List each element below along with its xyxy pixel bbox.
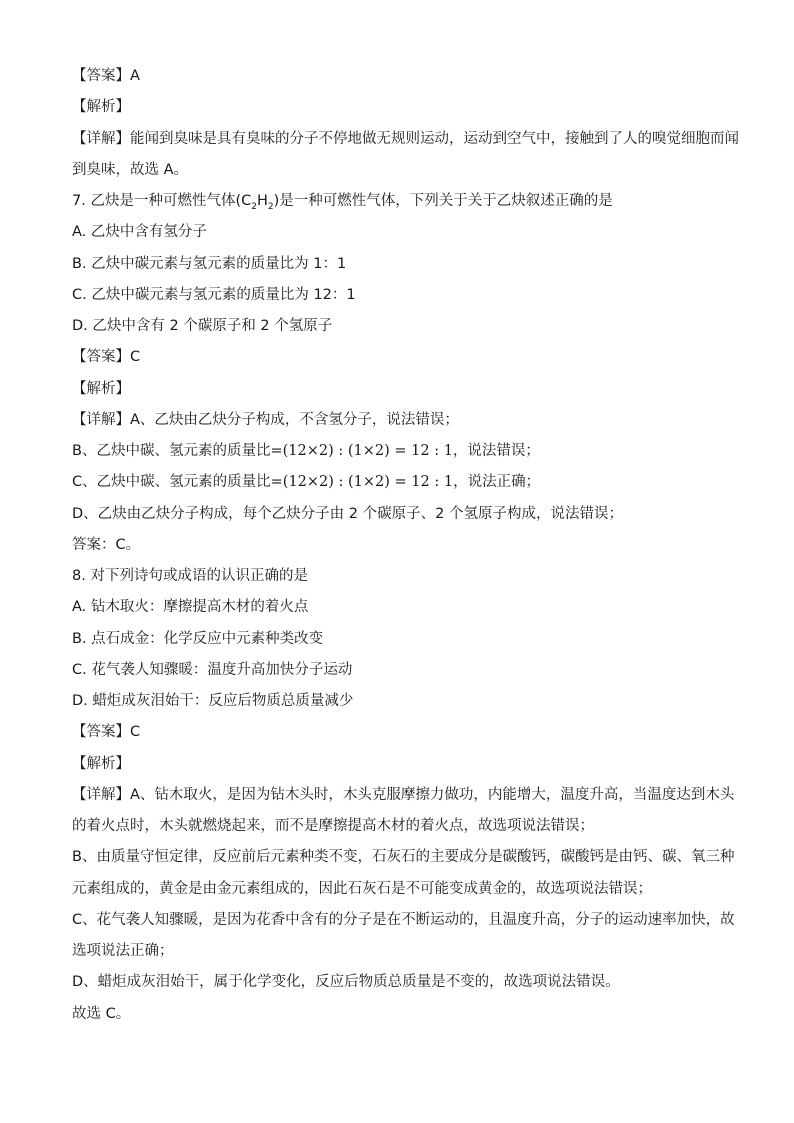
q6-analysis-label: 【解析】 (72, 99, 130, 115)
q7-option-c: C. 乙炔中碳元素与氢元素的质量比为 12：1 (72, 287, 356, 303)
q7-detail-c (72, 472, 732, 492)
q7-option-d: D. 乙炔中含有 2 个碳原子和 2 个氢原子 (72, 318, 333, 334)
q7-stem-pre: 7. 乙炔是一种可燃性气体(C (72, 193, 252, 209)
q8-detail-c-line-2: 选项说法正确； (72, 943, 174, 959)
q7-detail-a: 【详解】A、乙炔由乙炔分子构成，不含氢分子，说法错误； (72, 412, 459, 428)
q7-stem-mid: H (256, 193, 268, 209)
q8-detail-b-line-2: 元素组成的，黄金是由金元素组成的，因此石灰石是不可能变成黄金的，故选项说法错误； (72, 881, 652, 897)
q8-detail-c-line-1: C、花气袭人知骤暖，是因为花香中含有的分子是在不断运动的，且温度升高，分子的运动速率加快，故 (72, 912, 735, 928)
q8-detail-b-line-1: B、由质量守恒定律，反应前后元素种类不变，石灰石的主要成分是碳酸钙，碳酸钙是由钙、碳、氧三种 (72, 849, 735, 865)
q7-detail-c-pre: C、乙炔中碳、氢元素的质量比= (72, 474, 283, 490)
q8-detail-a-line-2: 的着火点时，木头就燃烧起来，而不是摩擦提高木材的着火点，故选项说法错误； (72, 818, 594, 834)
q7-stem-sub-2: 2 (267, 201, 274, 212)
q7-stem-post: )是一种可燃性气体，下列关于关于乙炔叙述正确的是 (273, 193, 613, 209)
q7-stem-sub-1: 2 (251, 201, 257, 212)
q8-option-a: A. 钻木取火：摩擦提高木材的着火点 (72, 599, 309, 615)
q8-option-d: D. 蜡炬成灰泪始干：反应后物质总质量减少 (72, 693, 354, 709)
q7-option-b: B. 乙炔中碳元素与氢元素的质量比为 1：1 (72, 256, 347, 272)
q6-answer-label: 【答案】A (72, 68, 140, 84)
q8-stem: 8. 对下列诗句或成语的认识正确的是 (72, 568, 308, 584)
q7-detail-b-math: (12×2) : (1×2) = 12 : 1 (282, 443, 453, 459)
q7-analysis-label: 【解析】 (72, 381, 130, 397)
q7-detail-c-math: (12×2) : (1×2) = 12 : 1 (282, 474, 454, 490)
q8-analysis-label: 【解析】 (72, 756, 130, 772)
q8-detail-a-line-1: 【详解】A、钻木取火，是因为钻木头时，木头克服摩擦力做功，内能增大，温度升高，当温度达到木头 (72, 787, 735, 803)
q7-option-a: A. 乙炔中含有氢分子 (72, 224, 207, 240)
q7-detail-d: D、乙炔由乙炔分子构成，每个乙炔分子由 2 个碳原子、2 个氢原子构成，说法错误； (72, 506, 623, 522)
q6-detail-line-2: 到臭味，故选 A。 (72, 162, 189, 178)
q7-conclusion: 答案：C。 (72, 537, 141, 553)
q8-option-c: C. 花气袭人知骤暖：温度升高加快分子运动 (72, 662, 353, 678)
q7-detail-c-post: ，说法正确； (453, 474, 541, 490)
q8-conclusion: 故选 C。 (72, 1006, 131, 1022)
q7-detail-b (72, 441, 732, 461)
q8-option-b: B. 点石成金：化学反应中元素种类改变 (72, 631, 324, 647)
q7-stem (72, 191, 732, 217)
q6-detail-line-1: 【详解】能闻到臭味是具有臭味的分子不停地做无规则运动，运动到空气中，接触到了人的嗅觉细胞而闻 (72, 131, 739, 147)
q8-answer-label: 【答案】C (72, 724, 141, 740)
q7-answer-label: 【答案】C (72, 349, 141, 365)
q7-detail-b-pre: B、乙炔中碳、氢元素的质量比= (72, 443, 283, 459)
q7-detail-b-post: ，说法错误； (452, 443, 540, 459)
q8-detail-d: D、蜡炬成灰泪始干，属于化学变化，反应后物质总质量是不变的，故选项说法错误。 (72, 974, 620, 990)
